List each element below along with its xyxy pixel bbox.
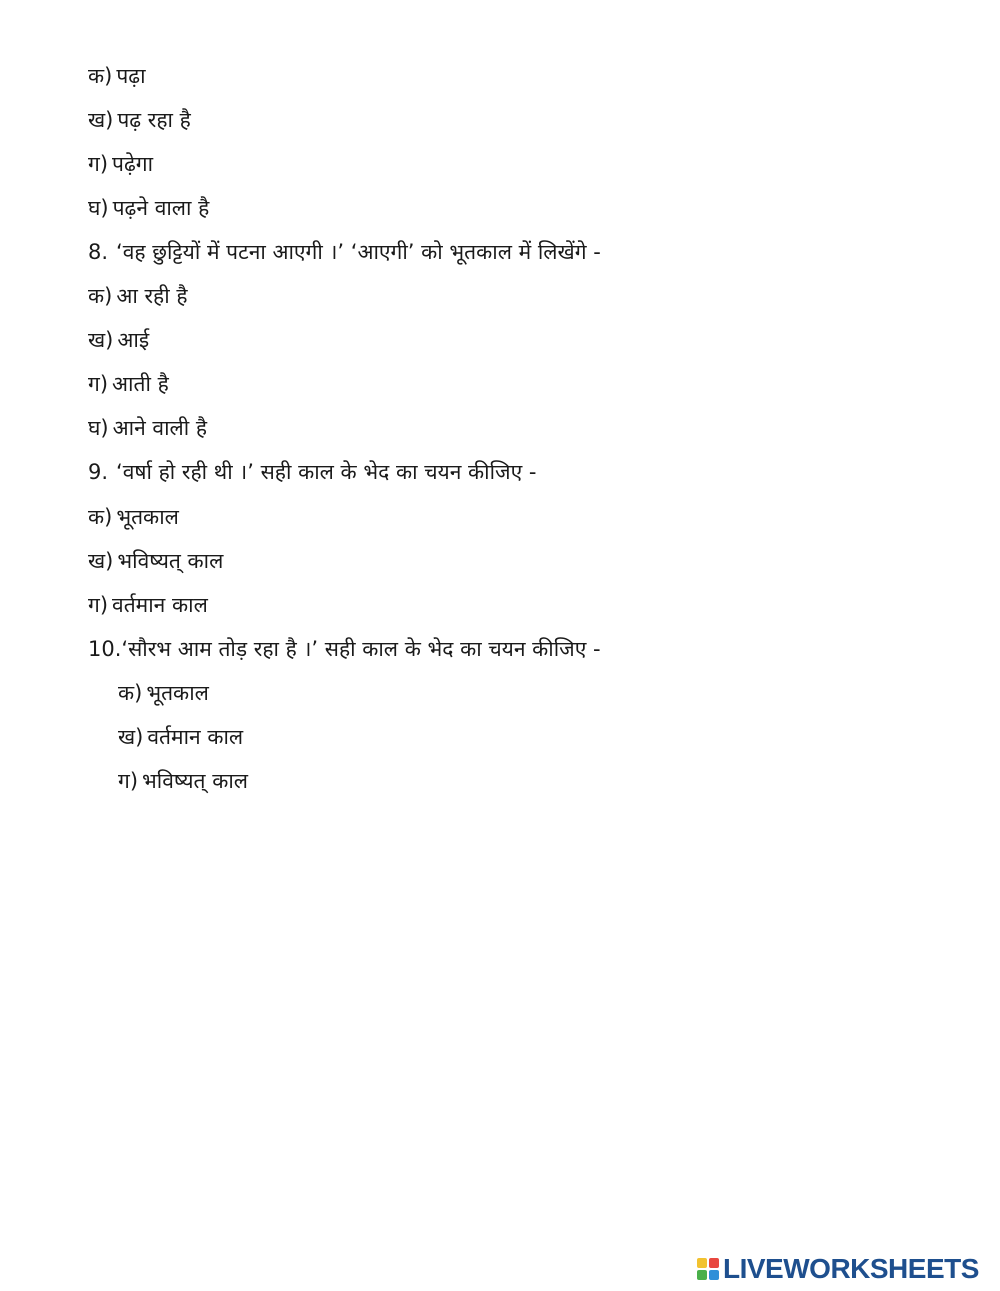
option-text: भविष्यत् काल bbox=[142, 769, 248, 793]
option-marker: क) bbox=[88, 505, 113, 529]
option-marker: क) bbox=[88, 64, 113, 88]
watermark-text: LIVEWORKSHEETS bbox=[723, 1253, 979, 1284]
option-line bbox=[118, 679, 209, 707]
option-text: पढ़ रहा है bbox=[117, 108, 191, 132]
option-text: आती है bbox=[112, 372, 169, 396]
option-marker: ख) bbox=[88, 549, 114, 573]
logo-square bbox=[709, 1270, 719, 1280]
logo-square bbox=[697, 1258, 707, 1268]
question-number: 9. bbox=[88, 460, 109, 484]
option-line bbox=[88, 591, 208, 619]
option-marker: ग) bbox=[88, 152, 109, 176]
question-text: ‘वर्षा हो रही थी ।’ सही काल के भेद का चयन कीजिए - bbox=[116, 460, 537, 484]
option-marker: ग) bbox=[118, 769, 139, 793]
option-line bbox=[88, 547, 223, 575]
liveworksheets-watermark bbox=[697, 1254, 979, 1284]
option-text: भूतकाल bbox=[146, 681, 209, 705]
option-text: वर्तमान काल bbox=[112, 593, 208, 617]
option-line bbox=[88, 106, 191, 134]
option-line bbox=[118, 767, 248, 795]
option-text: वर्तमान काल bbox=[147, 725, 244, 749]
question-9 bbox=[88, 458, 537, 486]
logo-square bbox=[697, 1270, 707, 1280]
option-text: पढ़ेगा bbox=[112, 152, 154, 176]
option-text: भूतकाल bbox=[116, 505, 179, 529]
liveworksheets-logo-icon bbox=[697, 1258, 719, 1280]
option-text: पढ़ने वाला है bbox=[112, 196, 210, 220]
option-marker: ग) bbox=[88, 593, 109, 617]
option-line bbox=[88, 62, 146, 90]
question-number: 8. bbox=[88, 240, 109, 264]
logo-square bbox=[709, 1258, 719, 1268]
option-line bbox=[88, 326, 149, 354]
option-marker: ग) bbox=[88, 372, 109, 396]
option-marker: क) bbox=[88, 284, 113, 308]
option-marker: ख) bbox=[88, 108, 114, 132]
option-marker: ख) bbox=[118, 725, 144, 749]
question-number: 10. bbox=[88, 637, 122, 661]
option-line bbox=[88, 370, 169, 398]
option-line bbox=[118, 723, 243, 751]
option-text: आ रही है bbox=[116, 284, 188, 308]
option-line bbox=[88, 503, 179, 531]
option-text: आई bbox=[117, 328, 150, 352]
option-marker: ख) bbox=[88, 328, 114, 352]
question-8 bbox=[88, 238, 601, 266]
option-marker: घ) bbox=[88, 196, 109, 220]
option-line bbox=[88, 194, 209, 222]
question-10 bbox=[88, 635, 601, 663]
option-marker: घ) bbox=[88, 416, 109, 440]
question-text: ‘वह छुट्टियों में पटना आएगी ।’ ‘आएगी’ को भूतकाल में लिखेंगे - bbox=[116, 240, 601, 264]
option-text: पढ़ा bbox=[116, 64, 146, 88]
option-line bbox=[88, 150, 153, 178]
option-line bbox=[88, 282, 187, 310]
option-text: आने वाली है bbox=[112, 416, 208, 440]
option-marker: क) bbox=[118, 681, 143, 705]
option-text: भविष्यत् काल bbox=[117, 549, 224, 573]
option-line bbox=[88, 414, 207, 442]
question-text: ‘सौरभ आम तोड़ रहा है ।’ सही काल के भेद का चयन कीजिए - bbox=[121, 637, 601, 661]
